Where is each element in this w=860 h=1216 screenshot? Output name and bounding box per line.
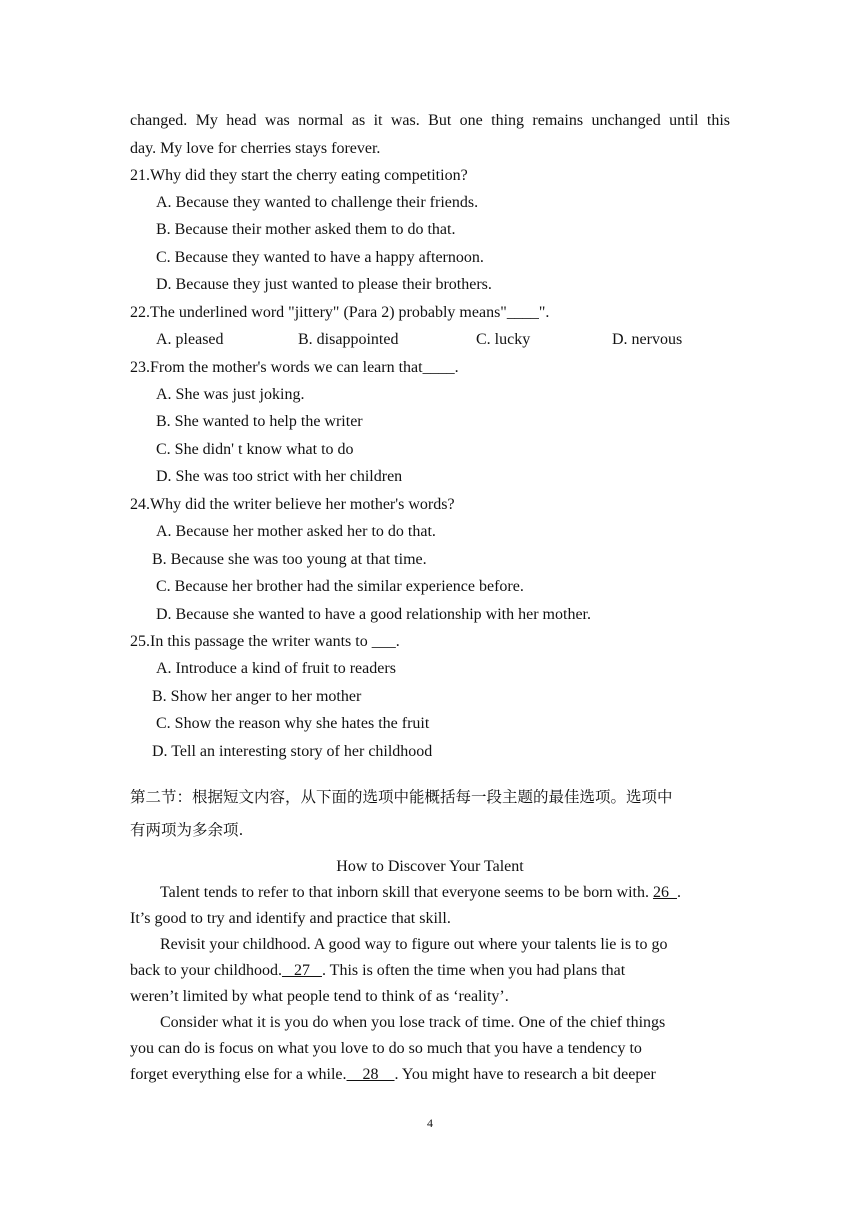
question-25-option-d: D. Tell an interesting story of her childhood (152, 743, 433, 760)
question-25-option-c: C. Show the reason why she hates the fruit (156, 715, 430, 732)
question-21-stem: 21.Why did they start the cherry eating competition? (130, 167, 468, 184)
question-23-option-a: A. She was just joking. (156, 386, 305, 403)
question-22-stem: 22.The underlined word "jittery" (Para 2) probably means"____". (130, 304, 550, 321)
paragraph-3-line: Consider what it is you do when you lose track of time. One of the chief things (160, 1014, 666, 1031)
question-21-option-c: C. Because they wanted to have a happy afternoon. (156, 249, 484, 266)
question-23-stem: 23.From the mother's words we can learn that____. (130, 359, 459, 376)
question-25-option-b: B. Show her anger to her mother (152, 688, 362, 705)
question-22-option-d: D. nervous (612, 331, 683, 348)
paragraph-3-line: you can do is focus on what you love to do so much that you have a tendency to (130, 1040, 642, 1057)
paragraph-2-line: back to your childhood. 27 . This is often the time when you had plans that (130, 962, 626, 979)
question-22-option-a: A. pleased (156, 331, 224, 348)
paragraph-1-line: It’s good to try and identify and practice that skill. (130, 910, 451, 927)
question-22-option-b: B. disappointed (298, 331, 399, 348)
passage-line: day. My love for cherries stays forever. (130, 140, 381, 157)
passage-line: changed. My head was normal as it was. But one thing remains unchanged until this (130, 112, 730, 129)
question-24-option-a: A. Because her mother asked her to do that. (156, 523, 436, 540)
paragraph-2-line: weren’t limited by what people tend to think of as ‘reality’. (130, 988, 509, 1005)
question-24-option-b: B. Because she was too young at that time. (152, 551, 427, 568)
question-24-option-d: D. Because she wanted to have a good relationship with her mother. (156, 606, 591, 623)
page-number: 4 (427, 1116, 433, 1130)
question-21-option-b: B. Because their mother asked them to do that. (156, 221, 456, 238)
question-25-stem: 25.In this passage the writer wants to ___. (130, 633, 400, 650)
section-2-instruction: 第二节：根据短文内容，从下面的选项中能概括每一段主题的最佳选项。选项中 (130, 788, 673, 806)
section-2-instruction: 有两项为多余项. (130, 821, 244, 839)
question-24-option-c: C. Because her brother had the similar experience before. (156, 578, 524, 595)
paragraph-2-line: Revisit your childhood. A good way to figure out where your talents lie is to go (160, 936, 668, 953)
question-22-option-c: C. lucky (476, 331, 531, 348)
question-23-option-b: B. She wanted to help the writer (156, 413, 363, 430)
question-24-stem: 24.Why did the writer believe her mother's words? (130, 496, 455, 513)
blank-26: 26 (652, 884, 677, 901)
paragraph-3-line: forget everything else for a while. 28 . You might have to research a bit deeper (130, 1066, 656, 1083)
blank-28: 28 (346, 1066, 395, 1083)
question-21-option-d: D. Because they just wanted to please their brothers. (156, 276, 492, 293)
question-23-option-d: D. She was too strict with her children (156, 468, 403, 485)
question-25-option-a: A. Introduce a kind of fruit to readers (156, 660, 396, 677)
question-23-option-c: C. She didn' t know what to do (156, 441, 354, 458)
passage-title: How to Discover Your Talent (336, 858, 524, 875)
blank-27: 27 (281, 962, 322, 979)
paragraph-1-line: Talent tends to refer to that inborn skill that everyone seems to be born with. 26 . (160, 884, 681, 901)
question-21-option-a: A. Because they wanted to challenge their friends. (156, 194, 479, 211)
